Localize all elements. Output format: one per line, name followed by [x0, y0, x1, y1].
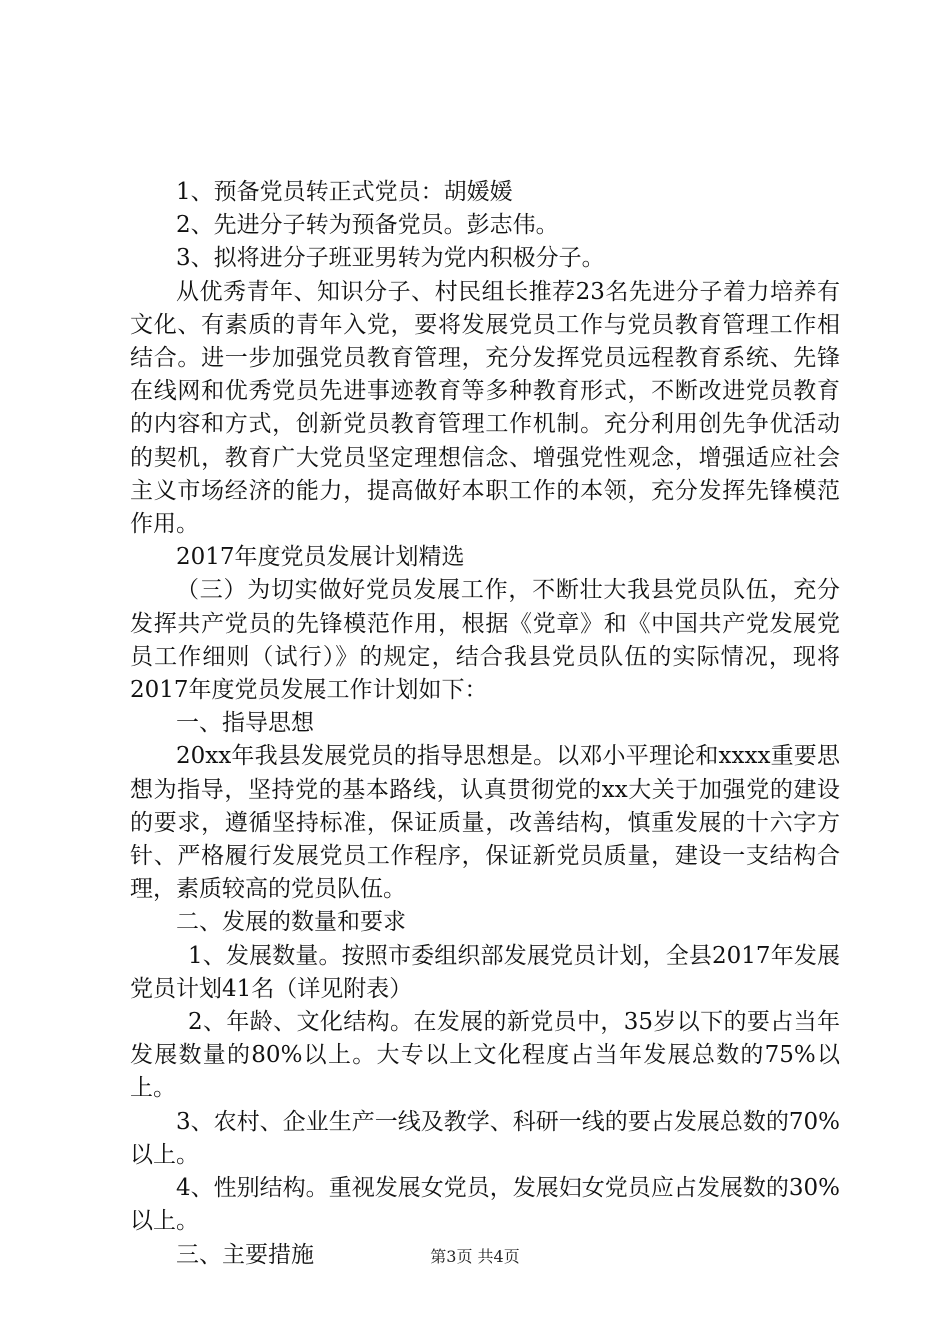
paragraph-quantity: 1、发展数量。按照市委组织部发展党员计划，全县2017年发展党员计划41名（详见附表）: [130, 942, 840, 1002]
document-body: [130, 176, 840, 1272]
page-footer: 第3页 共4页: [430, 1247, 520, 1266]
heading-guiding-thought: 一、指导思想: [176, 710, 314, 737]
heading-main-measures: 三、主要措施: [176, 1241, 314, 1268]
paragraph-frontline: 3、农村、企业生产一线及教学、科研一线的要占发展总数的70%以上。: [130, 1108, 840, 1168]
paragraph-gender: 4、性别结构。重视发展女党员，发展妇女党员应占发展数的30%以上。: [130, 1175, 840, 1235]
paragraph-intro: （三）为切实做好党员发展工作，不断壮大我县党员队伍，充分发挥共产党员的先锋模范作用，根据《党章》和《中国共产党发展党员工作细则（试行）》的规定，结合我县党员队伍的实际情况，现将2017年度党员发展工作计划如下：: [130, 577, 840, 704]
heading-quantity-requirements: 二、发展的数量和要求: [176, 909, 406, 936]
paragraph-age-culture: 2、年龄、文化结构。在发展的新党员中，35岁以下的要占当年发展数量的80%以上。大专以上文化程度占当年发展总数的75%以上。: [130, 1009, 840, 1102]
paragraph-guiding-thought: 20xx年我县发展党员的指导思想是。以邓小平理论和xxxx重要思想为指导，坚持党的基本路线，认真贯彻党的xx大关于加强党的建设的要求，遵循坚持标准，保证质量，改善结构，慎重发展的十六字方针、严格履行发展党员工作程序，保证新党员质量，建设一支结构合理，素质较高的党员队伍。: [130, 743, 840, 903]
section-title: 2017年度党员发展计划精选: [176, 544, 465, 571]
paragraph-item-3: 3、拟将进分子班亚男转为党内积极分子。: [176, 245, 605, 272]
paragraph-item-2: 2、先进分子转为预备党员。彭志伟。: [176, 212, 559, 239]
paragraph-item-1: 1、预备党员转正式党员：胡媛媛: [176, 179, 513, 205]
paragraph-recommend: 从优秀青年、知识分子、村民组长推荐23名先进分子着力培养有文化、有素质的青年入党，要将发展党员工作与党员教育管理工作相结合。进一步加强党员教育管理，充分发挥党员远程教育系统、先锋在线网和优秀党员先进事迹教育等多种教育形式，不断改进党员教育的内容和方式，创新党员教育管理工作机制。充分利用创先争优活动的契机，教育广大党员坚定理想信念、增强党性观念，增强适应社会主义市场经济的能力，提高做好本职工作的本领，充分发挥先锋模范作用。: [130, 278, 840, 538]
